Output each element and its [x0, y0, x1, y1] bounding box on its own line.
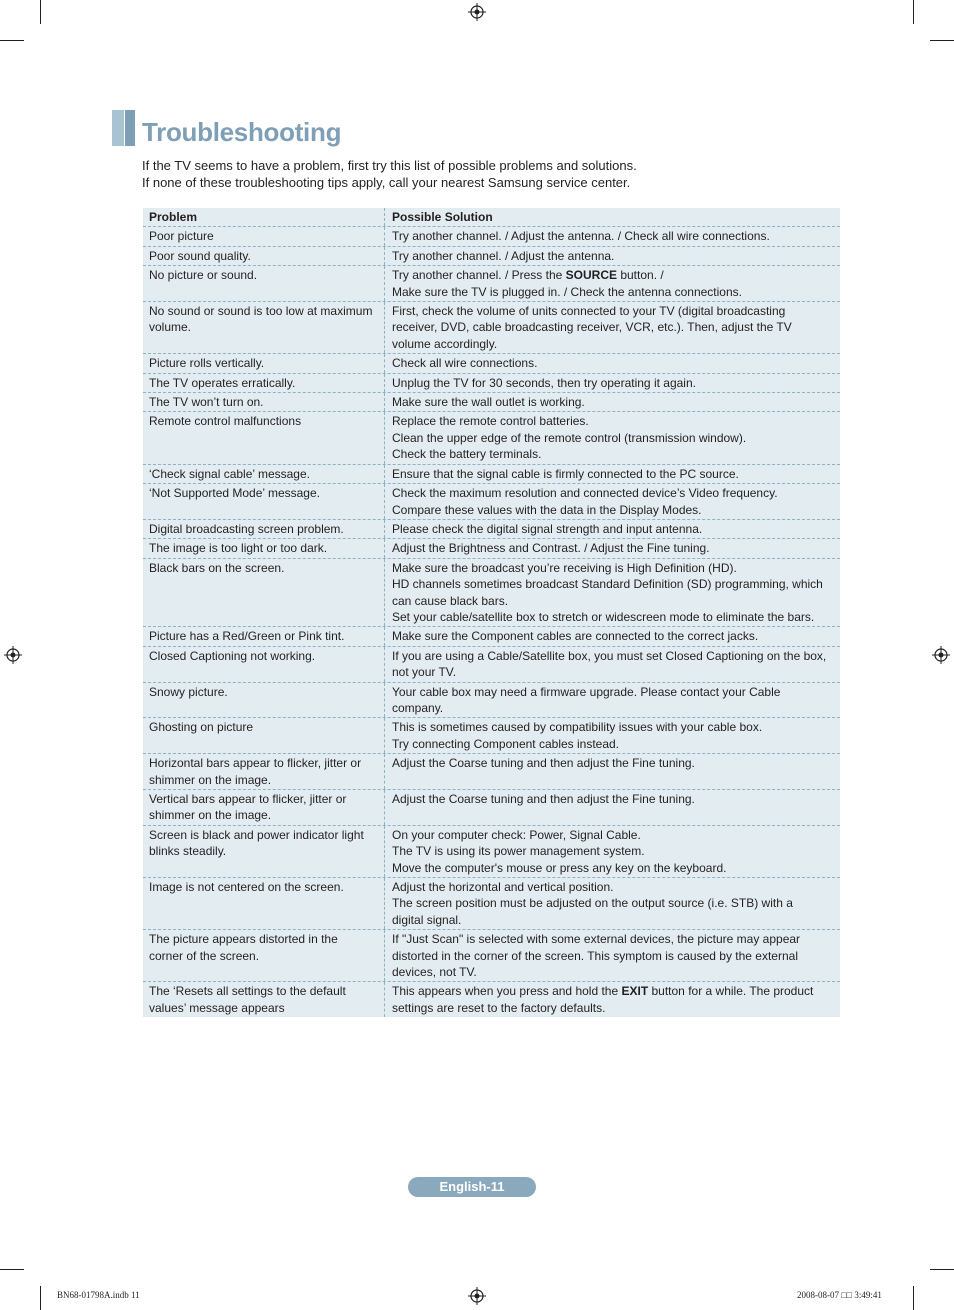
- problem-cell: [143, 266, 384, 301]
- problem-cell: [143, 354, 384, 372]
- solution-cell-line: Set your cable/satellite box to stretch or widescreen mode to eliminate the bars.: [392, 609, 815, 624]
- solution-cell-line: If you are using a Cable/Satellite box, you must set Closed Captioning on the box,: [392, 648, 827, 663]
- table-row: [143, 393, 840, 412]
- header-problem: Problem: [149, 210, 198, 224]
- crop-mark: [930, 40, 954, 41]
- solution-cell-line: Your cable box may need a firmware upgrade. Please contact your Cable: [392, 684, 781, 699]
- solution-cell-line: settings are reset to the factory defaults.: [392, 1000, 606, 1015]
- table-row: [143, 520, 840, 539]
- problem-cell-line: The ‘Resets all settings to the default: [149, 984, 346, 999]
- solution-cell: [384, 412, 840, 463]
- problem-cell: [143, 683, 384, 718]
- table-row: [143, 647, 840, 683]
- solution-cell-line: Make sure the wall outlet is working.: [392, 395, 585, 410]
- problem-cell-line: The TV operates erratically.: [149, 375, 296, 390]
- solution-cell: [384, 539, 840, 557]
- solution-cell-line: Check the maximum resolution and connected device’s Video frequency.: [392, 486, 778, 501]
- solution-cell: [384, 302, 840, 353]
- solution-cell-line: distorted in the corner of the screen. This symptom is caused by the external: [392, 948, 798, 963]
- solution-cell: [384, 790, 840, 825]
- registration-mark-icon: [468, 3, 486, 21]
- table-row: [143, 266, 840, 302]
- crop-mark: [0, 40, 24, 41]
- solution-cell: [384, 718, 840, 753]
- solution-cell-line: Make sure the broadcast you’re receiving is High Definition (HD).: [392, 560, 737, 575]
- problem-cell-line: Horizontal bars appear to flicker, jitter or: [149, 756, 362, 771]
- problem-cell: [143, 465, 384, 483]
- solution-cell-line: Clean the upper edge of the remote control (transmission window).: [392, 430, 747, 445]
- crop-mark: [930, 1269, 954, 1270]
- table-row: [143, 683, 840, 719]
- table-row: [143, 627, 840, 646]
- page-number-badge: English-11: [408, 1177, 536, 1197]
- problem-cell-line: Vertical bars appear to flicker, jitter or: [149, 792, 347, 806]
- problem-cell-line: Remote control malfunctions: [149, 414, 302, 429]
- solution-cell: [384, 247, 840, 265]
- problem-cell: [143, 393, 384, 411]
- problem-cell: [143, 647, 384, 682]
- problem-cell: [143, 539, 384, 557]
- solution-cell-line: Replace the remote control batteries.: [392, 414, 589, 429]
- solution-cell: [384, 520, 840, 538]
- solution-cell-line: digital signal.: [392, 912, 462, 927]
- solution-cell-line: Adjust the horizontal and vertical position.: [392, 880, 614, 895]
- problem-cell-line: Picture rolls vertically.: [149, 356, 265, 371]
- solution-cell-line: Adjust the Coarse tuning and then adjust the Fine tuning.: [392, 756, 695, 771]
- crop-mark: [913, 0, 914, 24]
- footer-timestamp: 2008-08-07 □□ 3:49:41: [797, 1290, 882, 1300]
- problem-cell: [143, 520, 384, 538]
- problem-cell: [143, 878, 384, 929]
- problem-cell: [143, 484, 384, 519]
- solution-cell-line: not your TV.: [392, 665, 457, 680]
- table-header: [143, 208, 840, 227]
- table-row: [143, 302, 840, 354]
- solution-cell-line: If "Just Scan" is selected with some external devices, the picture may appear: [392, 932, 801, 947]
- problem-cell-line: Picture has a Red/Green or Pink tint.: [149, 629, 345, 644]
- problem-cell-line: Screen is black and power indicator light: [149, 827, 364, 842]
- solution-cell-line: company.: [392, 700, 444, 715]
- problem-cell-line: blinks steadily.: [149, 844, 227, 859]
- problem-cell: [143, 754, 384, 789]
- problem-cell-line: ‘Check signal cable’ message.: [149, 466, 310, 481]
- problem-cell-line: corner of the screen.: [149, 948, 260, 963]
- problem-cell-line: No picture or sound.: [149, 268, 258, 283]
- problem-cell-line: Image is not centered on the screen.: [149, 880, 344, 895]
- intro-line: If none of these troubleshooting tips apply, call your nearest Samsung service center.: [142, 175, 631, 190]
- problem-cell-line: Ghosting on picture: [149, 720, 254, 735]
- solution-cell-line: On your computer check: Power, Signal Cable.: [392, 827, 641, 842]
- table-row: [143, 412, 840, 464]
- problem-cell-line: Poor sound quality.: [149, 248, 251, 263]
- table-row: [143, 539, 840, 558]
- solution-cell-line: The TV is using its power management system.: [392, 844, 645, 859]
- table-row: [143, 878, 840, 930]
- bold-term: SOURCE: [565, 268, 617, 283]
- table-row: [143, 484, 840, 520]
- solution-cell: [384, 647, 840, 682]
- bold-term: EXIT: [621, 984, 649, 999]
- solution-cell-line: Make sure the Component cables are connected to the correct jacks.: [392, 629, 759, 644]
- solution-cell: [384, 878, 840, 929]
- problem-cell-line: shimmer on the image.: [149, 808, 272, 823]
- crop-mark: [913, 1286, 914, 1310]
- registration-mark-icon: [468, 1287, 486, 1305]
- problem-cell-line: The TV won’t turn on.: [149, 395, 264, 410]
- crop-mark: [40, 1286, 41, 1310]
- solution-cell: [384, 559, 840, 627]
- registration-mark-icon: [4, 646, 22, 664]
- solution-cell-line: Ensure that the signal cable is firmly connected to the PC source.: [392, 466, 739, 481]
- solution-cell: [384, 982, 840, 1017]
- troubleshooting-table: [143, 208, 840, 1017]
- table-row: [143, 930, 840, 982]
- problem-cell-line: Poor picture: [149, 229, 214, 244]
- solution-cell: [384, 393, 840, 411]
- crop-mark: [0, 1269, 24, 1270]
- problem-cell: [143, 227, 384, 245]
- solution-cell: [384, 683, 840, 718]
- solution-cell: [384, 826, 840, 877]
- intro-line: If the TV seems to have a problem, first try this list of possible problems and solutions.: [142, 158, 637, 173]
- solution-cell-line: Try another channel. / Press the SOURCE button. /: [392, 268, 664, 283]
- solution-cell-line: Please check the digital signal strength and input antenna.: [392, 521, 703, 536]
- solution-cell-line: devices, not TV.: [392, 965, 477, 980]
- solution-cell-line: receiver, DVD, cable broadcasting receiver, VCR, etc.). Then, adjust the TV: [392, 320, 792, 335]
- crop-mark: [40, 0, 41, 24]
- footer-file-info: BN68-01798A.indb 11: [57, 1290, 140, 1300]
- problem-cell: [143, 627, 384, 645]
- table-row: [143, 718, 840, 754]
- solution-cell: [384, 627, 840, 645]
- solution-cell-line: The screen position must be adjusted on the output source (i.e. STB) with a: [392, 896, 793, 911]
- problem-cell-line: The image is too light or too dark.: [149, 541, 328, 556]
- problem-cell: [143, 302, 384, 353]
- solution-cell: [384, 754, 840, 789]
- title-accent-bar: [112, 110, 124, 146]
- problem-cell-line: Black bars on the screen.: [149, 560, 285, 575]
- solution-cell-line: First, check the volume of units connected to your TV (digital broadcasting: [392, 304, 786, 319]
- solution-cell-line: Compare these values with the data in the Display Modes.: [392, 502, 702, 517]
- solution-cell-line: HD channels sometimes broadcast Standard Definition (SD) programming, which: [392, 577, 823, 592]
- solution-cell-line: Check the battery terminals.: [392, 447, 542, 462]
- problem-cell-line: Snowy picture.: [149, 684, 228, 699]
- solution-cell-line: Make sure the TV is plugged in. / Check the antenna connections.: [392, 284, 742, 299]
- solution-cell: [384, 374, 840, 392]
- registration-mark-icon: [932, 646, 950, 664]
- table-row: [143, 465, 840, 484]
- problem-cell: [143, 790, 384, 825]
- solution-cell-line: This is sometimes caused by compatibility issues with your cable box.: [392, 720, 763, 735]
- solution-cell: [384, 266, 840, 301]
- title-accent-bar: [125, 110, 135, 146]
- problem-cell: [143, 718, 384, 753]
- solution-cell: [384, 227, 840, 245]
- problem-cell-line: values’ message appears: [149, 1000, 285, 1015]
- problem-cell-line: volume.: [149, 320, 192, 335]
- problem-cell: [143, 374, 384, 392]
- solution-cell-line: Unplug the TV for 30 seconds, then try operating it again.: [392, 375, 696, 390]
- problem-cell-line: ‘Not Supported Mode’ message.: [149, 486, 320, 501]
- problem-cell-line: No sound or sound is too low at maximum: [149, 304, 373, 319]
- header-solution: Possible Solution: [384, 208, 840, 226]
- table-row: [143, 982, 840, 1017]
- solution-cell-line: Try connecting Component cables instead.: [392, 736, 620, 751]
- problem-cell: [143, 559, 384, 627]
- table-body: [143, 227, 840, 1017]
- solution-cell: [384, 354, 840, 372]
- solution-cell-line: This appears when you press and hold the EXIT button for a while. The product: [392, 984, 814, 999]
- problem-cell: [143, 930, 384, 981]
- solution-cell-line: Check all wire connections.: [392, 356, 538, 371]
- solution-cell-line: can cause black bars.: [392, 593, 509, 608]
- problem-cell: [143, 982, 384, 1017]
- table-row: [143, 790, 840, 826]
- page-title: Troubleshooting: [142, 117, 342, 147]
- solution-cell-line: Adjust the Brightness and Contrast. / Adjust the Fine tuning.: [392, 541, 710, 556]
- solution-cell-line: volume accordingly.: [392, 336, 498, 351]
- solution-cell: [384, 930, 840, 981]
- problem-cell-line: Closed Captioning not working.: [149, 648, 316, 663]
- table-row: [143, 826, 840, 878]
- table-row: [143, 559, 840, 628]
- table-row: [143, 247, 840, 266]
- table-row: [143, 754, 840, 790]
- solution-cell-line: Move the computer's mouse or press any key on the keyboard.: [392, 860, 727, 875]
- solution-cell-line: Adjust the Coarse tuning and then adjust the Fine tuning.: [392, 792, 695, 806]
- solution-cell-line: Try another channel. / Adjust the antenna.: [392, 248, 615, 263]
- table-row: [143, 227, 840, 246]
- intro-text: [142, 157, 637, 191]
- solution-cell: [384, 465, 840, 483]
- table-row: [143, 354, 840, 373]
- solution-cell: [384, 484, 840, 519]
- problem-cell: [143, 247, 384, 265]
- problem-cell-line: Digital broadcasting screen problem.: [149, 521, 344, 536]
- table-row: [143, 374, 840, 393]
- solution-cell-line: Try another channel. / Adjust the antenna. / Check all wire connections.: [392, 229, 770, 244]
- problem-cell: [143, 412, 384, 463]
- problem-cell-line: The picture appears distorted in the: [149, 932, 338, 947]
- problem-cell-line: shimmer on the image.: [149, 772, 272, 787]
- problem-cell: [143, 826, 384, 877]
